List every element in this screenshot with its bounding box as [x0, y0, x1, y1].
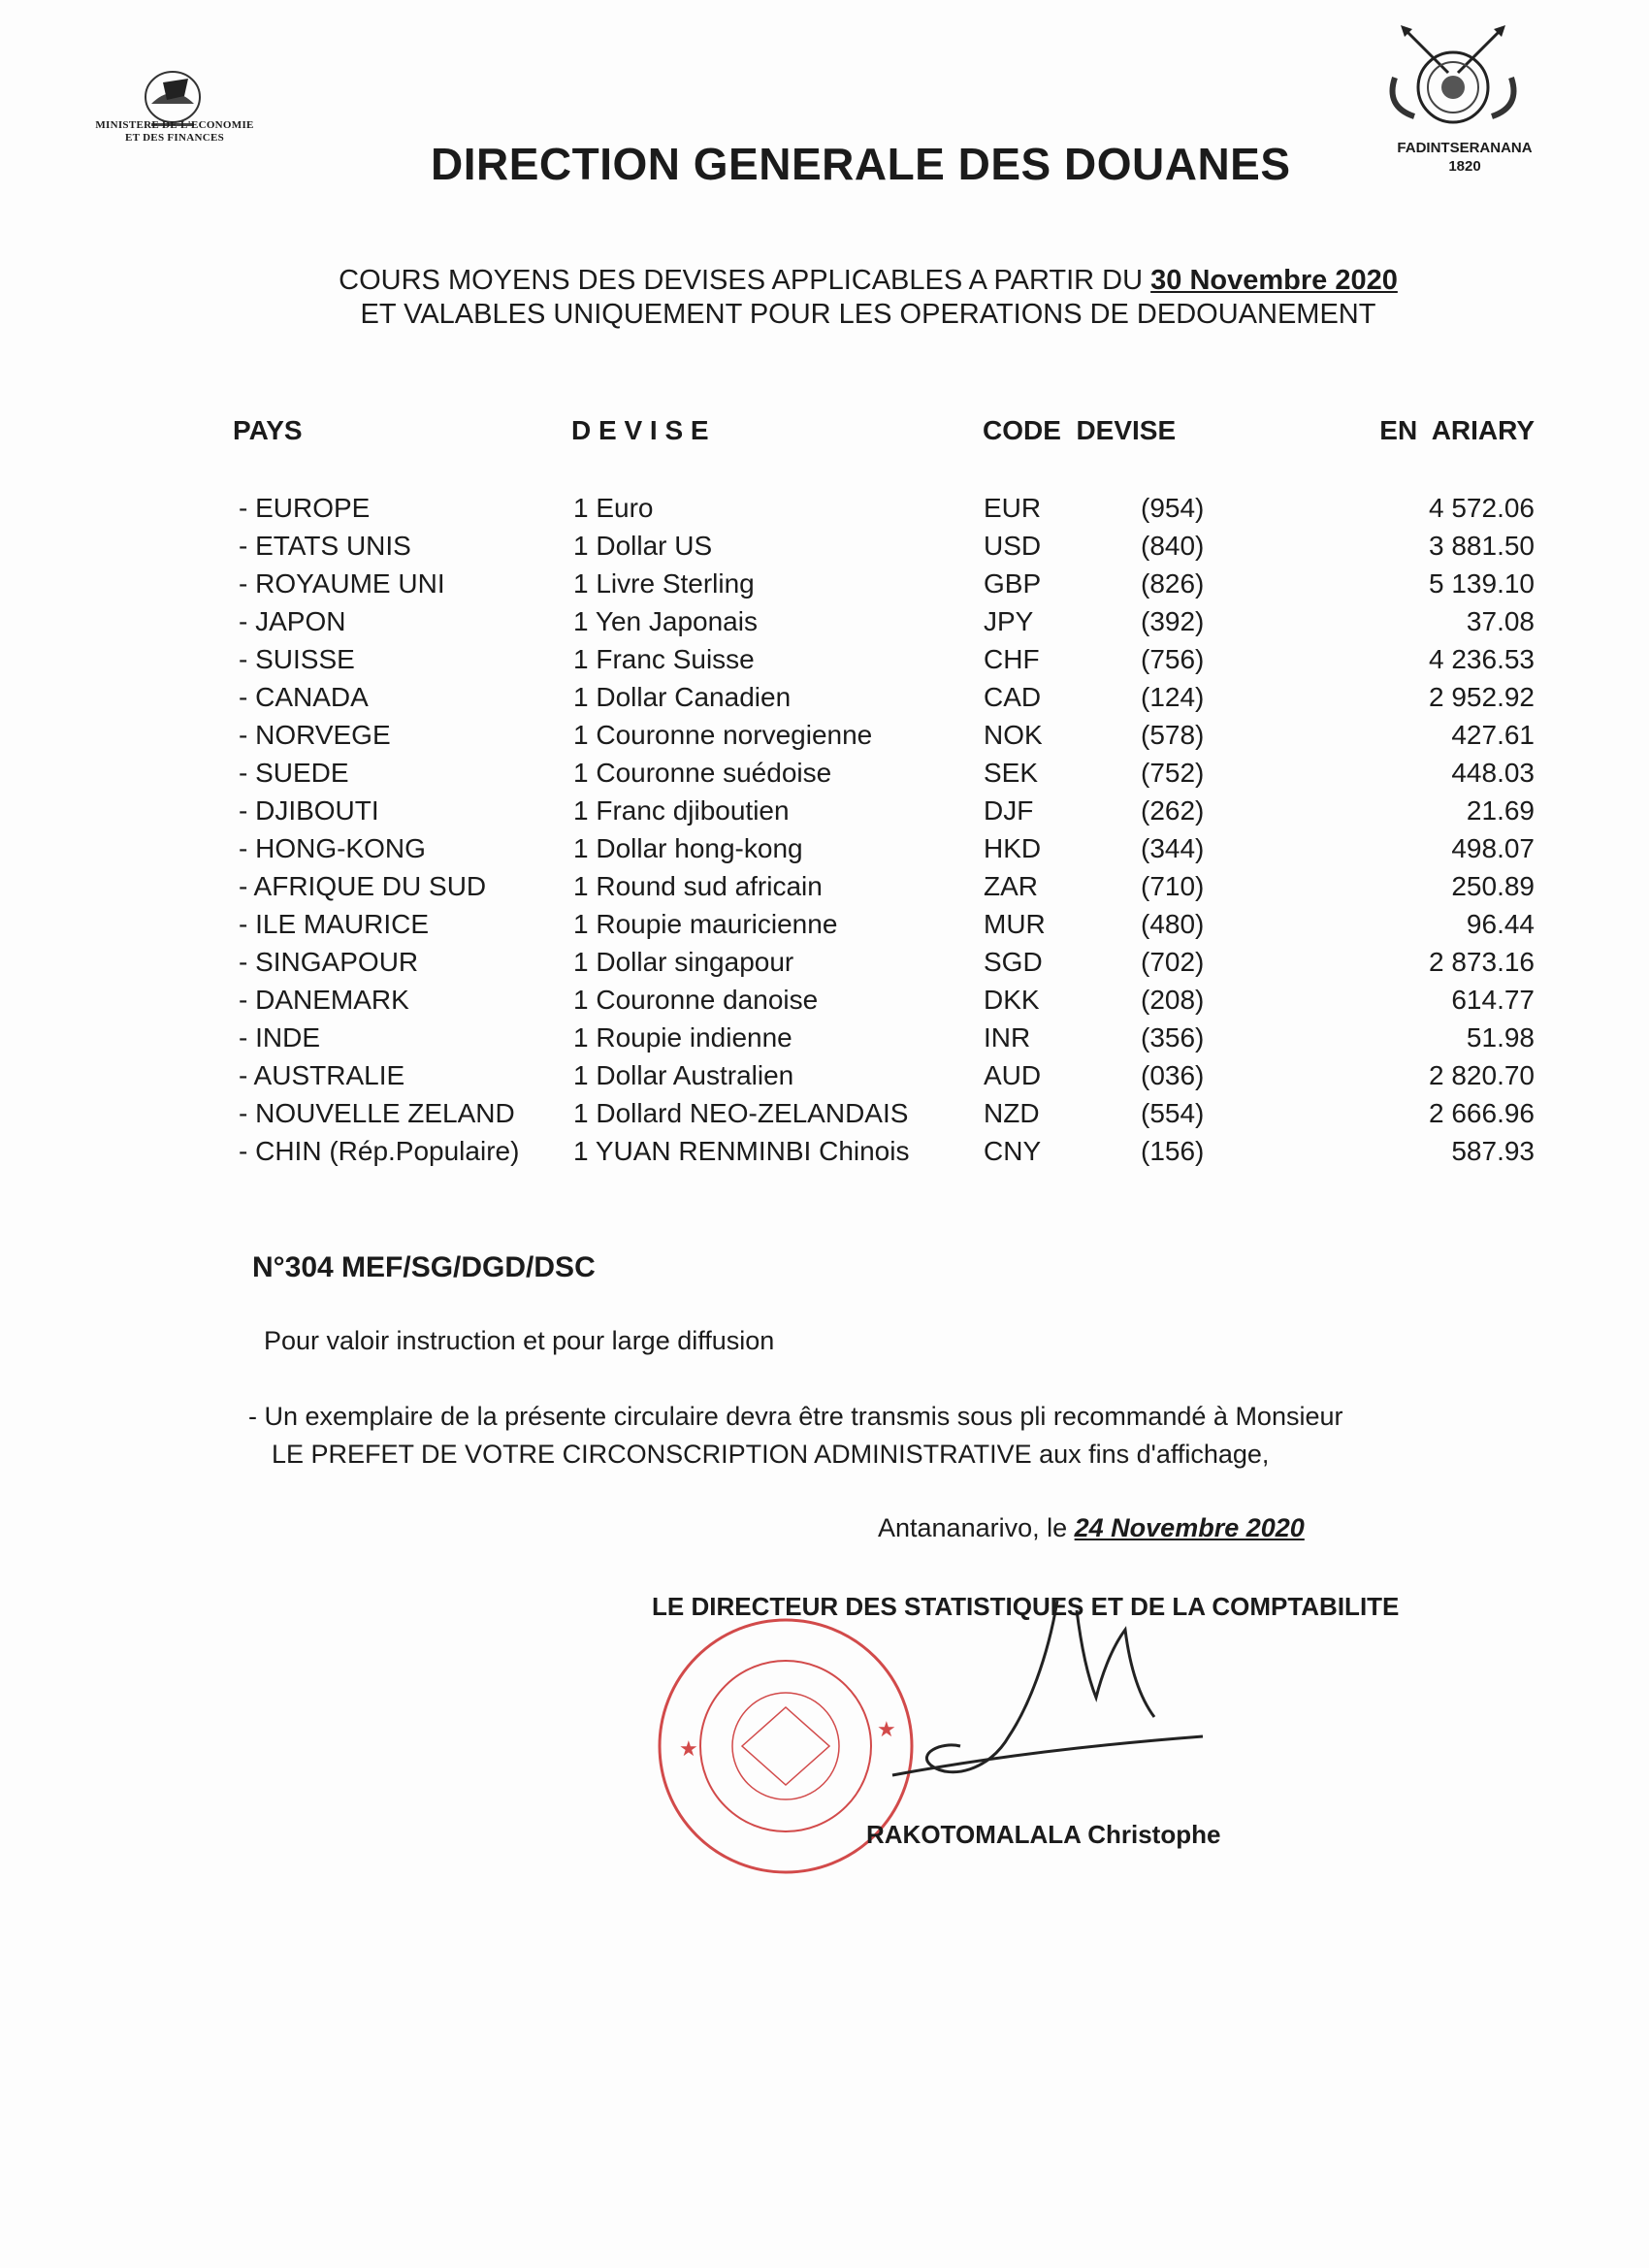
row-devise: 1 YUAN RENMINBI Chinois [573, 1136, 910, 1166]
row-pays: - NOUVELLE ZELAND [239, 1098, 515, 1128]
row-pays: - NORVEGE [239, 720, 391, 750]
table-row [0, 682, 1649, 720]
table-row [0, 1136, 1649, 1174]
row-pays: - AFRIQUE DU SUD [239, 871, 487, 901]
table-row [0, 833, 1649, 871]
table-row [0, 985, 1649, 1022]
row-code: DKK [984, 985, 1040, 1015]
row-pays: - ILE MAURICE [239, 909, 430, 939]
row-pays: - EUROPE [239, 493, 371, 523]
row-devise: 1 Yen Japonais [573, 606, 758, 636]
row-rate: 614.77 [1451, 985, 1535, 1015]
row-code-number: (208) [1141, 985, 1205, 1015]
row-code-number: (752) [1141, 758, 1205, 788]
row-pays: - DANEMARK [239, 985, 409, 1015]
row-rate: 2 873.16 [1429, 947, 1535, 977]
row-pays: - HONG-KONG [239, 833, 426, 863]
row-devise: 1 Couronne danoise [573, 985, 819, 1015]
note-line-2: LE PREFET DE VOTRE CIRCONSCRIPTION ADMINISTRATIVE aux fins d'affichage, [272, 1440, 1270, 1469]
row-devise: 1 Dollar hong-kong [573, 833, 803, 863]
page-title: DIRECTION GENERALE DES DOUANES [431, 139, 1291, 189]
row-code: NOK [984, 720, 1043, 750]
row-code: SEK [984, 758, 1039, 788]
row-code: NZD [984, 1098, 1040, 1128]
table-row [0, 871, 1649, 909]
table-row [0, 1022, 1649, 1060]
row-code-number: (702) [1141, 947, 1205, 977]
intro-line-1 [310, 265, 1426, 297]
table-row [0, 531, 1649, 568]
national-emblem [1375, 19, 1531, 146]
row-devise: 1 Dollar US [573, 531, 713, 561]
effective-date: 30 Novembre 2020 [1150, 265, 1398, 296]
row-code: ZAR [984, 871, 1038, 901]
row-rate: 37.08 [1466, 606, 1535, 636]
row-code-number: (392) [1141, 606, 1205, 636]
table-row [0, 758, 1649, 795]
row-pays: - SINGAPOUR [239, 947, 419, 977]
header-devise: D E V I S E [571, 415, 709, 445]
row-pays: - DJIBOUTI [239, 795, 379, 826]
director-title: LE DIRECTEUR DES STATISTIQUES ET DE LA COMPTABILITE [652, 1592, 1400, 1621]
row-pays: - CHIN (Rép.Populaire) [239, 1136, 520, 1166]
row-code: CAD [984, 682, 1042, 712]
row-pays: - SUEDE [239, 758, 349, 788]
reference-number: N°304 MEF/SG/DGD/DSC [252, 1251, 596, 1283]
row-code-number: (578) [1141, 720, 1205, 750]
row-code: GBP [984, 568, 1042, 599]
row-pays: - INDE [239, 1022, 320, 1053]
table-row [0, 644, 1649, 682]
row-code: CNY [984, 1136, 1042, 1166]
row-pays: - CANADA [239, 682, 369, 712]
row-code: EUR [984, 493, 1042, 523]
row-code-number: (262) [1141, 795, 1205, 826]
row-code-number: (480) [1141, 909, 1205, 939]
table-row [0, 568, 1649, 606]
row-rate: 250.89 [1451, 871, 1535, 901]
row-rate: 2 820.70 [1429, 1060, 1535, 1090]
signer-name: RAKOTOMALALA Christophe [866, 1820, 1221, 1849]
header-pays: PAYS [233, 415, 303, 445]
ministry-name-line-2: ET DES FINANCES [124, 132, 225, 144]
motto-line-2: 1820 [1448, 158, 1481, 175]
row-rate: 51.98 [1466, 1022, 1535, 1053]
table-row [0, 1098, 1649, 1136]
row-code: CHF [984, 644, 1040, 674]
row-devise: 1 Couronne suédoise [573, 758, 832, 788]
row-rate: 3 881.50 [1429, 531, 1535, 561]
header-code: CODE DEVISE [983, 415, 1177, 445]
row-code-number: (710) [1141, 871, 1205, 901]
row-devise: 1 Dollar singapour [573, 947, 794, 977]
svg-text:★: ★ [877, 1718, 896, 1742]
row-rate: 587.93 [1451, 1136, 1535, 1166]
note-line-1: - Un exemplaire de la présente circulaire devra être transmis sous pli recommandé à Monsieur [248, 1402, 1343, 1431]
row-code: INR [984, 1022, 1031, 1053]
table-row [0, 795, 1649, 833]
row-rate: 5 139.10 [1429, 568, 1535, 599]
row-code: JPY [984, 606, 1034, 636]
table-row [0, 947, 1649, 985]
row-pays: - SUISSE [239, 644, 355, 674]
row-devise: 1 Roupie indienne [573, 1022, 792, 1053]
row-code-number: (756) [1141, 644, 1205, 674]
row-pays: - AUSTRALIE [239, 1060, 405, 1090]
row-devise: 1 Franc Suisse [573, 644, 755, 674]
row-devise: 1 Livre Sterling [573, 568, 755, 599]
row-code: SGD [984, 947, 1043, 977]
row-code-number: (344) [1141, 833, 1205, 863]
row-rate: 448.03 [1451, 758, 1535, 788]
row-code-number: (826) [1141, 568, 1205, 599]
handwritten-signature [834, 1591, 1222, 1824]
row-code-number: (156) [1141, 1136, 1205, 1166]
signature-date: 24 Novembre 2020 [1074, 1513, 1305, 1542]
place-date [878, 1513, 1305, 1543]
row-rate: 96.44 [1466, 909, 1535, 939]
row-rate: 2 666.96 [1429, 1098, 1535, 1128]
row-devise: 1 Dollar Australien [573, 1060, 794, 1090]
place-text: Antananarivo, le [878, 1513, 1075, 1542]
row-rate: 4 236.53 [1429, 644, 1535, 674]
row-code: USD [984, 531, 1042, 561]
header-rate: EN ARIARY [1379, 415, 1535, 445]
row-code: HKD [984, 833, 1042, 863]
motto-line-1: FADINTSERANANA [1397, 140, 1533, 156]
row-devise: 1 Roupie mauricienne [573, 909, 838, 939]
row-code: MUR [984, 909, 1046, 939]
row-pays: - JAPON [239, 606, 346, 636]
table-row [0, 606, 1649, 644]
row-code-number: (036) [1141, 1060, 1205, 1090]
row-rate: 4 572.06 [1429, 493, 1535, 523]
row-pays: - ROYAUME UNI [239, 568, 445, 599]
row-code-number: (554) [1141, 1098, 1205, 1128]
row-pays: - ETATS UNIS [239, 531, 411, 561]
row-code-number: (356) [1141, 1022, 1205, 1053]
row-rate: 21.69 [1466, 795, 1535, 826]
table-row [0, 720, 1649, 758]
table-row [0, 1060, 1649, 1098]
intro-prefix: COURS MOYENS DES DEVISES APPLICABLES A PARTIR DU [339, 265, 1151, 296]
row-devise: 1 Couronne norvegienne [573, 720, 873, 750]
row-devise: 1 Dollard NEO-ZELANDAIS [573, 1098, 909, 1128]
row-code-number: (954) [1141, 493, 1205, 523]
row-rate: 2 952.92 [1429, 682, 1535, 712]
row-code: AUD [984, 1060, 1042, 1090]
row-rate: 498.07 [1451, 833, 1535, 863]
row-devise: 1 Dollar Canadien [573, 682, 792, 712]
row-code-number: (840) [1141, 531, 1205, 561]
table-row [0, 493, 1649, 531]
row-devise: 1 Round sud africain [573, 871, 823, 901]
row-devise: 1 Euro [573, 493, 654, 523]
row-devise: 1 Franc djiboutien [573, 795, 790, 826]
intro-line-2: ET VALABLES UNIQUEMENT POUR LES OPERATIONS DE DEDOUANEMENT [360, 299, 1376, 330]
row-code-number: (124) [1141, 682, 1205, 712]
instruction-text: Pour valoir instruction et pour large diffusion [264, 1326, 775, 1355]
svg-text:★: ★ [679, 1737, 698, 1762]
row-rate: 427.61 [1451, 720, 1535, 750]
ministry-name-line-1: MINISTERE DE L'ECONOMIE [95, 119, 254, 131]
row-code: DJF [984, 795, 1034, 826]
table-row [0, 909, 1649, 947]
